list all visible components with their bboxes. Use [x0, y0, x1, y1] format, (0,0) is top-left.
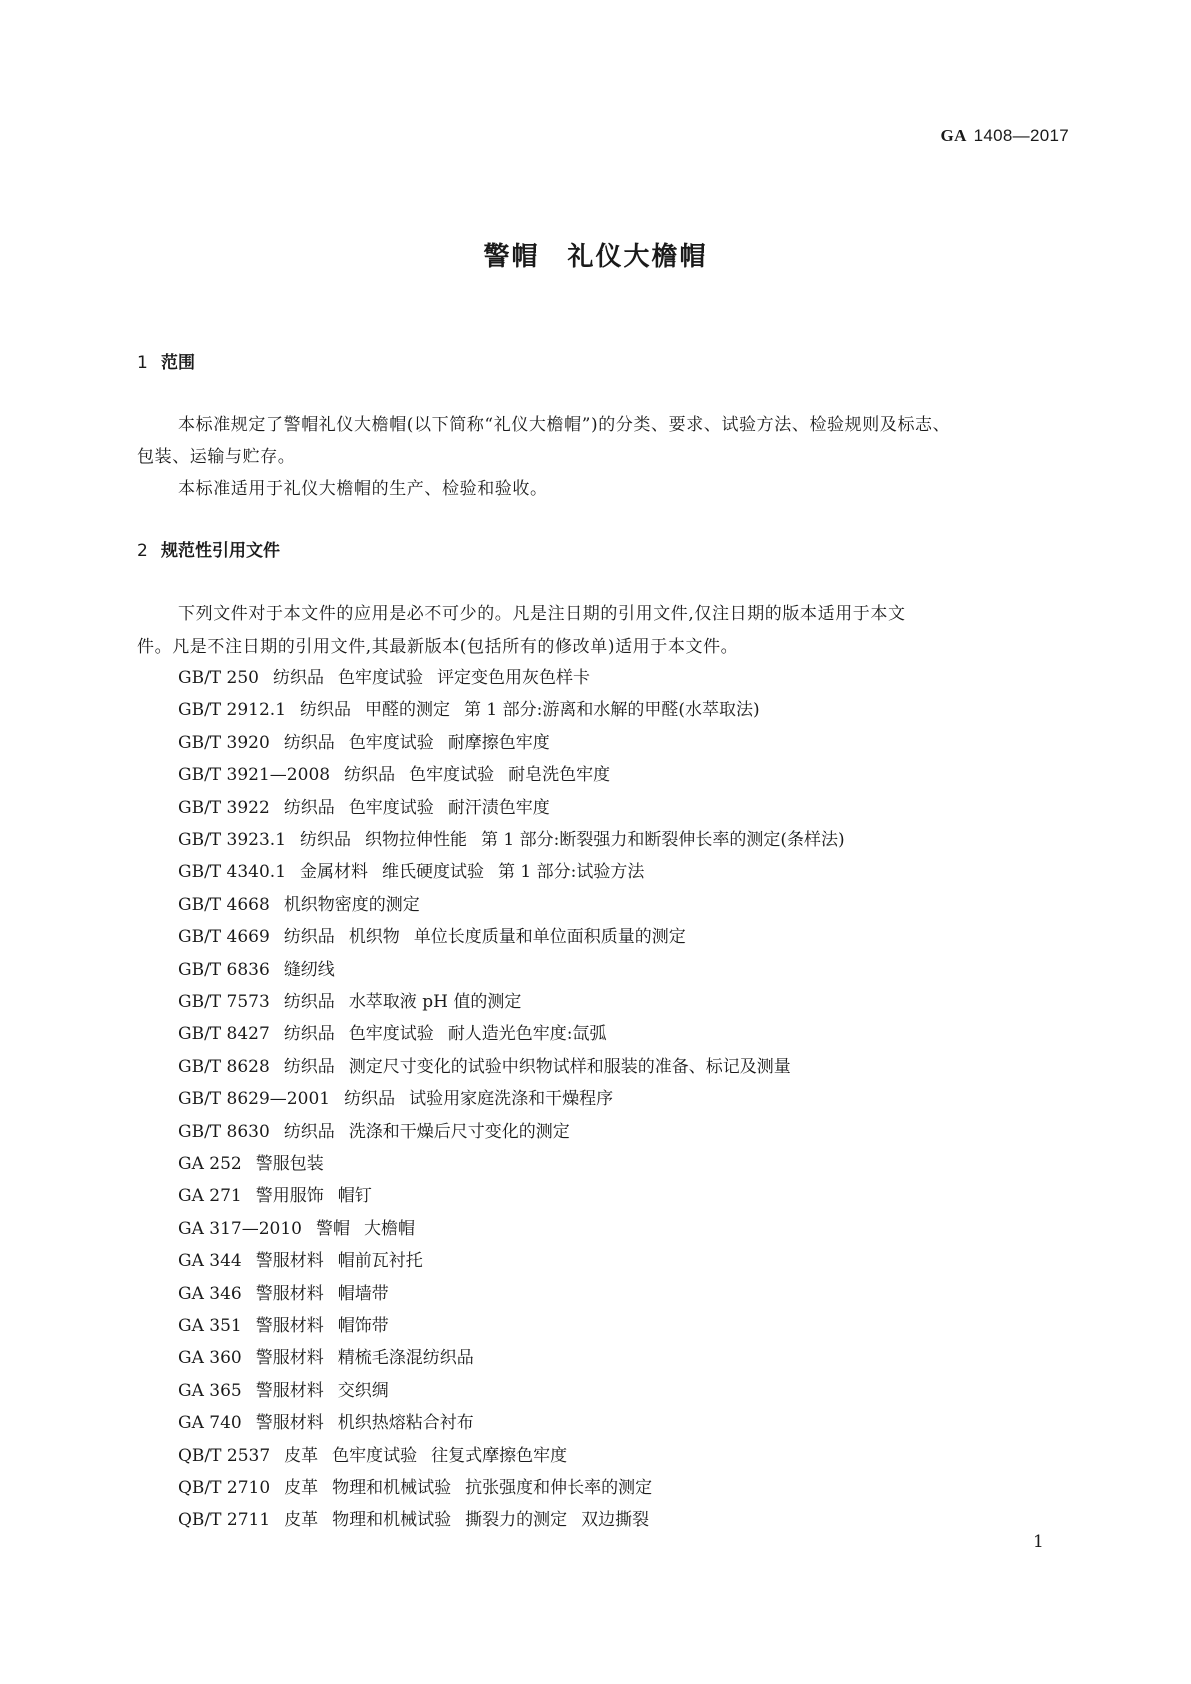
reference-code: GA 271 — [178, 1186, 242, 1207]
reference-code: GA 317—2010 — [178, 1218, 302, 1239]
standard-number: 1408—2017 — [973, 126, 1069, 145]
reference-title-part: 第 1 部分:试验方法 — [498, 862, 645, 883]
reference-code: GB/T 8629—2001 — [178, 1089, 331, 1110]
reference-item — [178, 922, 700, 947]
reference-title-part: 耐汗渍色牢度 — [447, 797, 550, 818]
reference-title-part: 帽前瓦衬托 — [337, 1251, 423, 1272]
reference-item — [178, 728, 564, 753]
reference-title-part: 耐皂洗色牢度 — [508, 765, 611, 786]
reference-item — [178, 793, 564, 818]
reference-item — [178, 1343, 488, 1368]
reference-title-part: 测定尺寸变化的试验中织物试样和服装的准备、标记及测量 — [348, 1056, 791, 1077]
reference-code: GA 344 — [178, 1251, 242, 1272]
reference-item — [178, 1473, 666, 1498]
reference-title-part: 第 1 部分:断裂强力和断裂伸长率的测定(条样法) — [481, 830, 845, 850]
reference-item — [178, 1181, 386, 1206]
reference-title-part: 皮革 — [284, 1510, 319, 1531]
standard-code — [941, 126, 1069, 146]
reference-code: QB/T 2710 — [178, 1478, 271, 1498]
reference-title-part: 警服材料 — [255, 1251, 324, 1272]
reference-code: GA 360 — [178, 1348, 242, 1369]
reference-title-part: 纺织品 — [300, 830, 352, 850]
reference-title-part: 纺织品 — [300, 700, 352, 721]
reference-code: GB/T 2912.1 — [178, 700, 287, 721]
reference-item — [178, 1246, 437, 1271]
reference-title-part: 警用服饰 — [255, 1186, 324, 1207]
reference-code: GB/T 7573 — [178, 992, 270, 1012]
reference-title-part: 物理和机械试验 — [332, 1510, 452, 1531]
reference-code: GA 351 — [178, 1316, 242, 1336]
reference-item — [178, 955, 349, 980]
reference-item — [178, 1441, 581, 1466]
reference-title-part: 机织物密度的测定 — [283, 894, 420, 915]
section-title: 规范性引用文件 — [161, 541, 280, 561]
reference-title-part: 缝纫线 — [283, 959, 335, 980]
reference-title-part: 双边撕裂 — [581, 1510, 650, 1531]
reference-title-part: 帽饰带 — [337, 1316, 389, 1336]
reference-title-part: 色牢度试验 — [348, 797, 434, 818]
reference-title-part: 水萃取液 pH 值的测定 — [348, 992, 522, 1012]
reference-item — [178, 1214, 429, 1239]
reference-title-part: 机织物 — [348, 927, 400, 948]
paragraph-line: 本标准适用于礼仪大檐帽的生产、检验和验收。 — [178, 479, 548, 499]
reference-title-part: 维氏硬度试验 — [382, 862, 485, 883]
reference-code: GB/T 8427 — [178, 1024, 270, 1045]
reference-title-part: 单位长度质量和单位面积质量的测定 — [413, 927, 686, 948]
reference-title-part: 色牢度试验 — [338, 668, 423, 688]
reference-title-part: 纺织品 — [283, 732, 335, 753]
document-title: 警帽 礼仪大檐帽 — [483, 242, 708, 272]
reference-title-part: 色牢度试验 — [348, 732, 434, 753]
reference-code: GB/T 4668 — [178, 894, 270, 915]
reference-item — [178, 825, 859, 850]
reference-item — [178, 1149, 338, 1174]
reference-title-part: 纺织品 — [283, 1024, 335, 1045]
reference-code: GB/T 3922 — [178, 797, 270, 818]
paragraph-line: 包装、运输与贮存。 — [137, 447, 296, 467]
reference-item — [178, 1376, 403, 1401]
reference-item — [178, 1505, 663, 1530]
reference-code: QB/T 2537 — [178, 1445, 271, 1466]
reference-title-part: 洗涤和干燥后尺寸变化的测定 — [348, 1121, 570, 1142]
reference-title-part: 织物拉伸性能 — [365, 830, 468, 850]
section-number: 1 — [137, 353, 148, 373]
reference-title-part: 色牢度试验 — [332, 1445, 418, 1466]
reference-item — [178, 695, 774, 720]
reference-code: GA 740 — [178, 1413, 242, 1434]
reference-code: GB/T 8630 — [178, 1121, 270, 1142]
reference-code: GA 252 — [178, 1154, 242, 1174]
reference-item — [178, 760, 624, 785]
reference-title-part: 金属材料 — [300, 862, 369, 883]
reference-code: GA 365 — [178, 1380, 242, 1401]
reference-title-part: 警服材料 — [255, 1348, 324, 1369]
reference-item — [178, 1117, 584, 1142]
reference-title-part: 帽墙带 — [337, 1283, 389, 1304]
reference-title-part: 纺织品 — [283, 992, 335, 1012]
reference-code: GB/T 3920 — [178, 732, 270, 753]
reference-code: QB/T 2711 — [178, 1510, 271, 1531]
reference-item — [178, 987, 535, 1012]
reference-title-part: 第 1 部分:游离和水解的甲醛(水萃取法) — [464, 700, 760, 721]
reference-title-part: 大檐帽 — [363, 1218, 415, 1239]
reference-title-part: 帽钉 — [337, 1186, 372, 1207]
reference-title-part: 皮革 — [284, 1478, 319, 1498]
reference-title-part: 警服材料 — [255, 1316, 324, 1336]
reference-item — [178, 663, 604, 688]
reference-title-part: 纺织品 — [273, 668, 324, 688]
reference-title-part: 警服材料 — [255, 1380, 324, 1401]
reference-title-part: 纺织品 — [344, 1089, 396, 1110]
reference-title-part: 耐人造光色牢度:氙弧 — [447, 1024, 607, 1045]
paragraph-line: 下列文件对于本文件的应用是必不可少的。凡是注日期的引用文件,仅注日期的版本适用于本文 — [178, 604, 906, 624]
reference-item — [178, 1279, 403, 1304]
reference-title-part: 评定变色用灰色样卡 — [437, 668, 590, 688]
reference-title-part: 皮革 — [284, 1445, 319, 1466]
reference-item — [178, 1084, 627, 1109]
reference-title-part: 警服包装 — [255, 1154, 324, 1174]
reference-code: GB/T 6836 — [178, 959, 270, 980]
reference-title-part: 纺织品 — [283, 1121, 335, 1142]
reference-title-part: 撕裂力的测定 — [465, 1510, 568, 1531]
reference-code: GB/T 3921—2008 — [178, 765, 331, 786]
reference-title-part: 警服材料 — [255, 1413, 324, 1434]
reference-title-part: 色牢度试验 — [348, 1024, 434, 1045]
reference-title-part: 机织热熔粘合衬布 — [337, 1413, 474, 1434]
reference-item — [178, 1311, 403, 1336]
reference-title-part: 纺织品 — [283, 797, 335, 818]
standard-prefix: GA — [940, 126, 967, 145]
reference-code: GB/T 8628 — [178, 1056, 270, 1077]
reference-code: GB/T 4340.1 — [178, 862, 287, 883]
reference-title-part: 精梳毛涤混纺织品 — [337, 1348, 474, 1369]
reference-title-part: 色牢度试验 — [409, 765, 495, 786]
reference-title-part: 试验用家庭洗涤和干燥程序 — [409, 1089, 614, 1110]
reference-item — [178, 1408, 488, 1433]
reference-title-part: 警帽 — [315, 1218, 350, 1239]
reference-title-part: 甲醛的测定 — [365, 700, 451, 721]
reference-item — [178, 1019, 621, 1044]
reference-title-part: 耐摩擦色牢度 — [447, 732, 550, 753]
reference-title-part: 往复式摩擦色牢度 — [431, 1445, 568, 1466]
reference-item — [178, 890, 434, 915]
reference-code: GB/T 3923.1 — [178, 830, 287, 850]
reference-title-part: 纺织品 — [283, 1056, 335, 1077]
reference-item — [178, 1052, 805, 1077]
section-heading-normative-references — [137, 536, 280, 561]
section-heading-scope — [137, 348, 195, 373]
reference-code: GB/T 4669 — [178, 927, 270, 948]
paragraph-line: 本标准规定了警帽礼仪大檐帽(以下简称“礼仪大檐帽”)的分类、要求、试验方法、检验规则及标志、 — [178, 415, 951, 435]
paragraph-line: 件。凡是不注日期的引用文件,其最新版本(包括所有的修改单)适用于本文件。 — [137, 637, 739, 657]
reference-title-part: 纺织品 — [344, 765, 396, 786]
reference-title-part: 纺织品 — [283, 927, 335, 948]
section-title: 范围 — [161, 353, 195, 373]
reference-title-part: 警服材料 — [255, 1283, 324, 1304]
section-number: 2 — [137, 541, 148, 561]
reference-code: GA 346 — [178, 1283, 242, 1304]
reference-title-part: 交织绸 — [337, 1380, 389, 1401]
reference-title-part: 抗张强度和伸长率的测定 — [465, 1478, 653, 1498]
reference-title-part: 物理和机械试验 — [332, 1478, 452, 1498]
reference-item — [178, 857, 658, 882]
page-number: 1 — [1033, 1532, 1044, 1552]
reference-code: GB/T 250 — [178, 668, 259, 688]
